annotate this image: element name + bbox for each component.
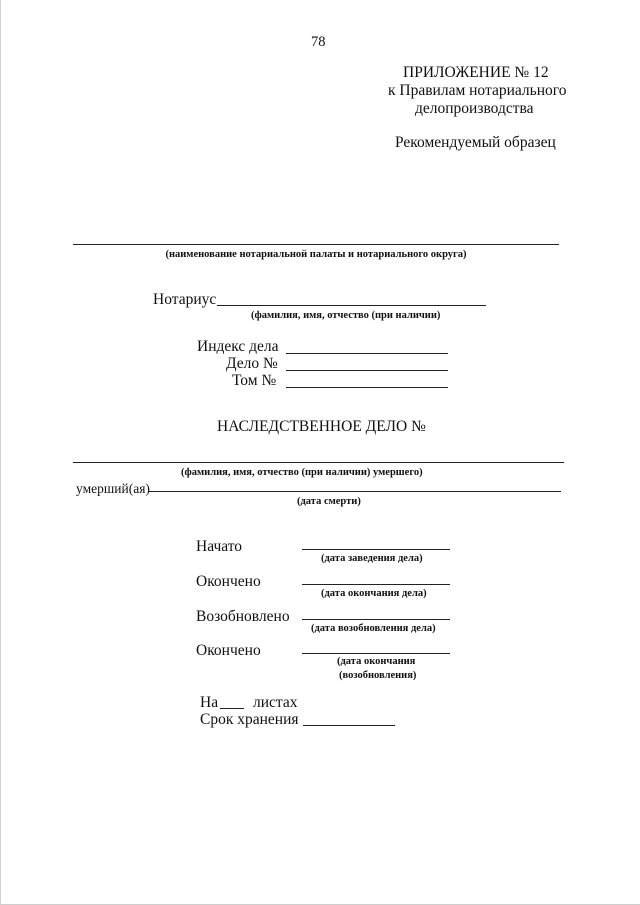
resumed-label: Возобновлено [196,608,290,625]
volume-number-line [286,387,448,388]
deceased-name-caption: (фамилия, имя, отчество (при наличии) умершего) [181,467,423,478]
started-date-line [302,549,450,550]
ended-again-date-line [302,653,450,654]
death-date-line [149,491,561,492]
resumed-date-line [302,619,450,620]
deceased-name-line [73,462,564,463]
resumed-caption: (дата возобновления дела) [311,623,436,634]
ended-again-label: Окончено [196,642,261,659]
volume-number-label: Том № [232,372,277,389]
ended-again-caption-line2: (возобновления) [339,670,417,681]
page-number: 78 [311,34,326,50]
storage-period-line [303,725,395,726]
sheets-label: листах [253,694,298,711]
death-date-caption: (дата смерти) [297,496,361,507]
deceased-label: умерший(ая) [76,481,150,496]
ended-again-caption-line1: (дата окончания [337,656,416,667]
sample-note: Рекомендуемый образец [395,134,556,151]
appendix-title: ПРИЛОЖЕНИЕ № 12 [403,64,549,81]
ended-label: Окончено [196,573,261,590]
notary-label: Нотариус [153,291,217,308]
sheets-on-label: На [200,694,219,711]
chamber-caption: (наименование нотариальной палаты и нотариального округа) [165,249,467,260]
case-number-line [286,370,448,371]
ended-date-line [302,584,450,585]
rules-reference-line1: к Правилам нотариального [388,82,567,99]
chamber-name-line [73,244,559,245]
case-index-label: Индекс дела [197,338,279,355]
sheets-count-line [220,708,244,709]
storage-period-label: Срок хранения [200,711,299,728]
case-index-line [286,353,448,354]
started-label: Начато [196,538,243,555]
case-number-label: Дело № [226,355,278,372]
started-caption: (дата заведения дела) [321,553,423,564]
inheritance-case-title: НАСЛЕДСТВЕННОЕ ДЕЛО № [217,418,426,435]
ended-caption: (дата окончания дела) [321,588,427,599]
notary-caption: (фамилия, имя, отчество (при наличии) [251,310,441,321]
rules-reference-line2: делопроизводства [415,100,534,117]
notary-name-line [217,305,486,306]
